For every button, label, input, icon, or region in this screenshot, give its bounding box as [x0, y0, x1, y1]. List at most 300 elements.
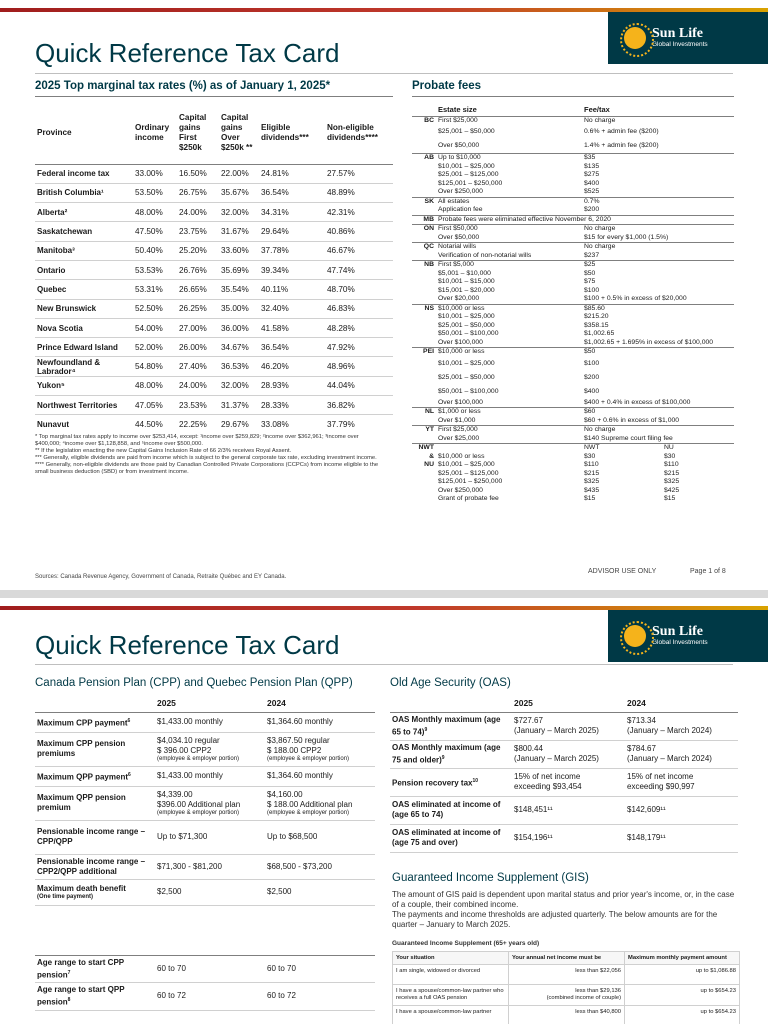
- value-cell: [155, 879, 265, 905]
- table-row: [35, 786, 375, 820]
- province-name: Yukon⁵: [35, 376, 133, 395]
- value-note: (employee & employer portion): [267, 755, 350, 762]
- col-situation: Your situation: [393, 952, 509, 965]
- province-code: [412, 125, 436, 139]
- rate-cell: 36.00%: [219, 318, 259, 337]
- fee: $325: [584, 478, 600, 485]
- col-ordinary: Ordinary income: [135, 122, 170, 142]
- estate-size: $50,001 – $100,000: [438, 387, 499, 395]
- rate-cell: 24.00%: [177, 203, 219, 222]
- col-eligible: Eligible dividends***: [261, 122, 309, 142]
- row-label-text: Maximum QPP pension premium: [37, 793, 126, 812]
- table-row: [412, 348, 734, 357]
- table-row: [35, 732, 375, 766]
- rate-cell: 54.00%: [133, 318, 177, 337]
- fee: $275: [584, 171, 600, 178]
- estate-size: Up to $10,000: [436, 154, 582, 163]
- table-row: [412, 470, 734, 479]
- province-code: AB: [412, 154, 436, 163]
- fee: $30: [584, 452, 596, 460]
- province-code: [412, 171, 436, 180]
- table-row: [390, 768, 738, 796]
- fee: $435: [584, 486, 600, 494]
- value-cell: [265, 955, 375, 983]
- province-name: Nova Scotia: [35, 318, 133, 337]
- fee: $15: [584, 495, 596, 502]
- row-label-text: Age range to start CPP pension: [37, 957, 124, 980]
- row-label-text: Pension recovery tax: [392, 778, 473, 788]
- province-code: [412, 252, 436, 261]
- estate-size: Over $25,000: [438, 434, 480, 442]
- fee: $215: [584, 469, 600, 477]
- gis-table: [392, 951, 740, 1024]
- estate-size: $125,001 – $250,000: [438, 478, 503, 485]
- value-text: $3,867.50 regular $ 188.00 CPP2: [267, 735, 330, 755]
- table-row: [412, 252, 734, 261]
- rate-cell: 26.65%: [177, 280, 219, 299]
- footnote-ref: 9: [441, 754, 445, 761]
- table-row: [412, 417, 734, 426]
- table-row: [35, 376, 393, 395]
- rate-cell: 44.50%: [133, 415, 177, 434]
- table-row: [35, 983, 375, 1011]
- rate-cell: 48.89%: [325, 183, 393, 202]
- fee: No charge: [582, 116, 734, 125]
- estate-size: Over $250,000: [438, 188, 483, 195]
- fee: $15 for every $1,000 (1.5%): [584, 233, 669, 241]
- table-row: [412, 270, 734, 279]
- estate-size: $25,001 – $50,000: [438, 321, 495, 329]
- table-row: [412, 206, 734, 215]
- province-code: [412, 330, 436, 339]
- table-row: [35, 338, 393, 357]
- rate-cell: 36.82%: [325, 396, 393, 415]
- fee: $358.15: [584, 321, 609, 329]
- province-code: [412, 163, 436, 172]
- rate-cell: 46.67%: [325, 241, 393, 260]
- rate-cell: 48.28%: [325, 318, 393, 337]
- fee: $35: [582, 154, 734, 163]
- sun-icon: [624, 27, 646, 49]
- row-label: [35, 983, 155, 1011]
- province-name: Alberta²: [35, 203, 133, 222]
- estate-size: $10,000 or less: [436, 348, 582, 357]
- row-label-text: Maximum death benefit: [37, 883, 126, 893]
- rate-cell: 47.92%: [325, 338, 393, 357]
- estate-size: $1,000 or less: [436, 408, 582, 417]
- rate-cell: 29.67%: [219, 415, 259, 434]
- table-row: [412, 322, 734, 331]
- value-cell: $800.44 (January – March 2025): [512, 740, 625, 768]
- province-name: Manitoba³: [35, 241, 133, 260]
- fee: $85.60: [582, 304, 734, 313]
- row-label: [390, 768, 512, 796]
- province-code: NS: [412, 304, 436, 313]
- province-code: SK: [412, 197, 436, 206]
- rate-cell: 36.53%: [219, 357, 259, 376]
- table-row: [35, 318, 393, 337]
- table-row: [412, 197, 734, 206]
- table-row: [35, 712, 375, 732]
- row-label: [35, 955, 155, 983]
- fee: $100: [584, 359, 600, 367]
- rate-cell: 24.00%: [177, 376, 219, 395]
- province-code: [412, 339, 436, 348]
- rate-cell: 52.50%: [133, 299, 177, 318]
- value-text: 60 to 72: [157, 991, 186, 1001]
- rate-cell: 50.40%: [133, 241, 177, 260]
- fee: No charge: [582, 243, 734, 252]
- value-cell: $784.67 (January – March 2024): [625, 740, 738, 768]
- row-label-text: OAS eliminated at income of (age 65 to 74): [392, 800, 501, 819]
- province-code: [412, 435, 436, 444]
- table-row: [412, 313, 734, 322]
- fee-col-nu: NU: [662, 444, 734, 453]
- footnote-ref: 6: [128, 771, 131, 778]
- value-cell: [265, 905, 375, 955]
- rate-cell: 40.86%: [325, 222, 393, 241]
- value-text: 60 to 70: [267, 963, 296, 973]
- value-cell: [265, 983, 375, 1011]
- value-cell: $148,179¹¹: [625, 824, 738, 852]
- rate-cell: 34.31%: [259, 203, 325, 222]
- estate-size: Over $20,000: [438, 295, 480, 302]
- row-label: [35, 905, 155, 955]
- fee: $110: [664, 461, 679, 468]
- province-code: &: [429, 452, 434, 460]
- rate-cell: 41.58%: [259, 318, 325, 337]
- cpp-heading: Canada Pension Plan (CPP) and Quebec Pension Plan (QPP): [35, 677, 353, 689]
- table-row: [412, 180, 734, 189]
- province-code: YT: [412, 426, 436, 435]
- row-label-text: Maximum CPP pension premiums: [37, 739, 126, 758]
- situation-cell: I have a spouse/common-law partner who receives a full OAS pension: [393, 985, 509, 1006]
- table-row: [412, 215, 734, 225]
- col-province: Province: [37, 127, 72, 137]
- estate-size: Over $50,000: [438, 142, 480, 149]
- value-cell: [265, 766, 375, 786]
- estate-size: Notarial wills: [436, 243, 582, 252]
- value-cell: [155, 983, 265, 1011]
- value-note: (employee & employer portion): [157, 755, 240, 762]
- col-2024: 2024: [625, 695, 738, 712]
- table-row: [390, 824, 738, 852]
- province-code: NU: [424, 461, 434, 468]
- table-row: [35, 203, 393, 222]
- rate-cell: 27.40%: [177, 357, 219, 376]
- value-cell: [265, 820, 375, 854]
- estate-size: $10,000 or less: [438, 452, 485, 460]
- province-code: [412, 139, 436, 154]
- rate-cell: 48.96%: [325, 357, 393, 376]
- province-code: [412, 188, 436, 197]
- value-note: (employee & employer portion): [267, 809, 350, 816]
- value-cell: $727.67 (January – March 2025): [512, 712, 625, 740]
- rate-cell: 34.67%: [219, 338, 259, 357]
- province-name: Saskatchewan: [35, 222, 133, 241]
- rate-cell: 48.70%: [325, 280, 393, 299]
- estate-size: All estates: [436, 197, 582, 206]
- advisor-use: ADVISOR USE ONLY: [588, 568, 657, 575]
- title-rule: [35, 664, 733, 665]
- fee: $525: [584, 188, 600, 195]
- table-row: [412, 461, 734, 470]
- row-label: [390, 712, 512, 740]
- province-name: Ontario: [35, 260, 133, 279]
- table-row: [390, 796, 738, 824]
- table-row: [412, 495, 734, 504]
- estate-size: First $5,000: [436, 261, 582, 270]
- footnote-ref: 6: [127, 717, 131, 724]
- rate-cell: 35.54%: [219, 280, 259, 299]
- province-name: Quebec: [35, 280, 133, 299]
- estate-size: First $25,000: [436, 116, 582, 125]
- table-row: [393, 985, 740, 1006]
- table-row: [412, 139, 734, 154]
- col-income: Your annual net income must be: [509, 952, 625, 965]
- fee: $215.20: [584, 313, 609, 320]
- row-label: [35, 766, 155, 786]
- province-name: Nunavut: [35, 415, 133, 434]
- row-label: [35, 820, 155, 854]
- fee: 0.6% + admin fee ($200): [584, 128, 659, 135]
- row-label: [35, 732, 155, 766]
- table-row: [412, 385, 734, 399]
- rate-cell: 32.00%: [219, 203, 259, 222]
- fee: $1,002.65 + 1.695% in excess of $100,000: [584, 338, 714, 346]
- table-row: [35, 183, 393, 202]
- rate-cell: 35.67%: [219, 183, 259, 202]
- estate-size: $25,001 – $125,000: [438, 469, 499, 477]
- estate-size: $25,001 – $50,000: [438, 128, 495, 135]
- value-cell: [155, 732, 265, 766]
- rate-cell: 46.20%: [259, 357, 325, 376]
- brand-name: Sun Life: [652, 624, 703, 639]
- note: ** If the legislation enacting the new Capital Gains Inclusion Rate of 66 2/3% receives Royal Assent.: [35, 448, 292, 454]
- rate-cell: 53.50%: [133, 183, 177, 202]
- province-name: Northwest Territories: [35, 396, 133, 415]
- value-text: $4,339.00 $396.00 Additional plan: [157, 789, 241, 809]
- rate-cell: 27.57%: [325, 164, 393, 183]
- oas-heading: Old Age Security (OAS): [390, 677, 511, 689]
- table-row: [412, 154, 734, 163]
- brand-sub: Global Investments: [652, 639, 708, 646]
- fee: $50: [584, 269, 596, 277]
- value-text: $2,500: [267, 887, 292, 896]
- province-code: [412, 234, 436, 243]
- estate-size: Verification of non-notarial wills: [438, 251, 532, 259]
- payment-cell: up to $654.23: [625, 985, 740, 1006]
- province-code: [412, 357, 436, 371]
- situation-cell: I have a spouse/common-law partner: [393, 1006, 509, 1024]
- province-code: [412, 180, 436, 189]
- table-row: [35, 955, 375, 983]
- table-row: [412, 261, 734, 270]
- page-separator: [0, 590, 768, 598]
- rate-cell: 47.74%: [325, 260, 393, 279]
- estate-size: $25,001 – $50,000: [438, 373, 495, 381]
- table-row: [412, 295, 734, 304]
- fee: $140 Supreme court filing fee: [584, 434, 673, 442]
- rate-cell: 39.34%: [259, 260, 325, 279]
- table-row: [412, 188, 734, 197]
- sun-icon: [624, 625, 646, 647]
- page-title: Quick Reference Tax Card: [35, 38, 340, 68]
- fee: $30: [664, 452, 676, 460]
- table-row: [35, 299, 393, 318]
- rate-cell: 32.00%: [219, 376, 259, 395]
- gis-subheading: Guaranteed Income Supplement (65+ years old): [392, 940, 540, 947]
- table-row: [393, 965, 740, 985]
- row-label: [390, 740, 512, 768]
- value-text: $1,364.60 monthly: [267, 771, 333, 780]
- province-code: NB: [412, 261, 436, 270]
- province-name: British Columbia¹: [35, 183, 133, 202]
- rate-cell: 54.80%: [133, 357, 177, 376]
- fee: $400 + 0.4% in excess of $100,000: [584, 398, 691, 406]
- estate-size: $10,001 – $15,000: [438, 278, 495, 285]
- gis-text-1: The amount of GIS paid is dependent upon marital status and prior year's income, or, in the case of a couple, their combined income.: [392, 890, 735, 909]
- value-cell: $713.34 (January – March 2024): [625, 712, 738, 740]
- table-row: [412, 339, 734, 348]
- estate-size: Over $50,000: [438, 233, 480, 241]
- fee: $60 + 0.6% in excess of $1,000: [584, 416, 680, 424]
- value-text: $1,364.60 monthly: [267, 717, 333, 726]
- table-row: [412, 399, 734, 408]
- income-cell: less than $40,800: [509, 1006, 625, 1024]
- rate-cell: 28.33%: [259, 396, 325, 415]
- fee: $425: [664, 486, 680, 494]
- table-row: [412, 426, 734, 435]
- province-code: [412, 385, 436, 399]
- title-rule: [35, 73, 733, 74]
- row-label: [390, 824, 512, 852]
- table-row: [412, 487, 734, 496]
- fee: $200: [584, 373, 600, 381]
- cpp-qpp-table: [35, 695, 375, 1011]
- value-note: (employee & employer portion): [157, 809, 240, 816]
- rate-cell: 29.64%: [259, 222, 325, 241]
- estate-size: Probate fees were eliminated effective November 6, 2020: [436, 215, 734, 225]
- rate-cell: 24.81%: [259, 164, 325, 183]
- estate-size: First $50,000: [436, 225, 582, 234]
- fee: $135: [584, 162, 600, 170]
- row-label: [35, 712, 155, 732]
- fee: $200: [584, 206, 600, 213]
- footnote-ref: 10: [472, 777, 479, 784]
- table-row: [412, 278, 734, 287]
- row-label-text: Age range to start QPP pension: [37, 985, 125, 1007]
- province-name: Federal income tax: [35, 164, 133, 183]
- probate-table: [412, 103, 734, 504]
- estate-size: $15,001 – $20,000: [438, 286, 495, 294]
- province-name: Newfoundland & Labrador⁴: [35, 357, 133, 376]
- value-cell: $148,451¹¹: [512, 796, 625, 824]
- rate-cell: 33.60%: [219, 241, 259, 260]
- province-code: QC: [412, 243, 436, 252]
- rate-cell: 48.00%: [133, 203, 177, 222]
- fee: $237: [584, 251, 600, 259]
- rate-cell: 48.00%: [133, 376, 177, 395]
- income-cell: less than $29,136 (combined income of couple): [509, 985, 625, 1006]
- table-row: [35, 222, 393, 241]
- table-row: [412, 163, 734, 172]
- row-label-text: OAS Monthly maximum (age 65 to 74): [392, 714, 501, 737]
- rate-cell: 53.53%: [133, 260, 177, 279]
- rates-heading-rule: [35, 96, 393, 97]
- row-label: [35, 854, 155, 879]
- payment-cell: up to $654.23: [625, 1006, 740, 1024]
- rate-cell: 26.00%: [177, 338, 219, 357]
- situation-cell: I am single, widowed or divorced: [393, 965, 509, 985]
- rate-cell: 31.37%: [219, 396, 259, 415]
- table-row: [412, 444, 734, 453]
- fee: $75: [584, 278, 596, 285]
- value-cell: 15% of net income exceeding $93,454: [512, 768, 625, 796]
- col-non-eligible: Non-eligible dividends****: [327, 122, 378, 142]
- province-code: ON: [412, 225, 436, 234]
- table-row: [412, 453, 734, 462]
- table-row: [390, 712, 738, 740]
- province-code: [412, 270, 436, 279]
- province-code: NWT: [412, 444, 436, 453]
- table-row: [35, 854, 375, 879]
- table-row: [35, 905, 375, 955]
- rate-cell: 22.25%: [177, 415, 219, 434]
- sun-life-logo: [608, 12, 768, 64]
- fee: $215: [664, 469, 680, 477]
- table-row: [35, 396, 393, 415]
- col-fee: Fee/tax: [582, 103, 734, 116]
- page-number: Page 1 of 8: [690, 568, 726, 575]
- province-code: BC: [412, 116, 436, 125]
- province-code: [412, 278, 436, 287]
- fee: No charge: [582, 426, 734, 435]
- rate-cell: 22.00%: [219, 164, 259, 183]
- value-cell: $142,609¹¹: [625, 796, 738, 824]
- rate-cell: 42.31%: [325, 203, 393, 222]
- province-code: [412, 313, 436, 322]
- table-row: [412, 357, 734, 371]
- value-cell: [265, 732, 375, 766]
- value-text: $1,433.00 monthly: [157, 717, 223, 726]
- rate-cell: 47.05%: [133, 396, 177, 415]
- table-row: [35, 260, 393, 279]
- col-estate-size: Estate size: [436, 103, 582, 116]
- sun-life-logo: [608, 610, 768, 662]
- brand-sub: Global Investments: [652, 41, 708, 48]
- rate-cell: 23.75%: [177, 222, 219, 241]
- value-text: $4,034.10 regular $ 396.00 CPP2: [157, 735, 220, 755]
- table-row: [393, 1006, 740, 1024]
- province-code: [412, 399, 436, 408]
- value-cell: [265, 712, 375, 732]
- rate-cell: 26.76%: [177, 260, 219, 279]
- value-cell: [155, 820, 265, 854]
- table-row: [412, 435, 734, 444]
- gis-description: [392, 890, 742, 930]
- probate-heading-rule: [412, 96, 734, 97]
- province-code: [412, 371, 436, 385]
- estate-size: $10,001 – $25,000: [438, 359, 495, 367]
- row-label-text: Pensionable income range – CPP/QPP: [37, 827, 146, 846]
- table-row: [412, 116, 734, 125]
- table-row: [412, 171, 734, 180]
- estate-size: Application fee: [438, 206, 483, 213]
- rate-cell: 28.93%: [259, 376, 325, 395]
- rates-notes: [35, 434, 385, 476]
- rate-cell: 26.25%: [177, 299, 219, 318]
